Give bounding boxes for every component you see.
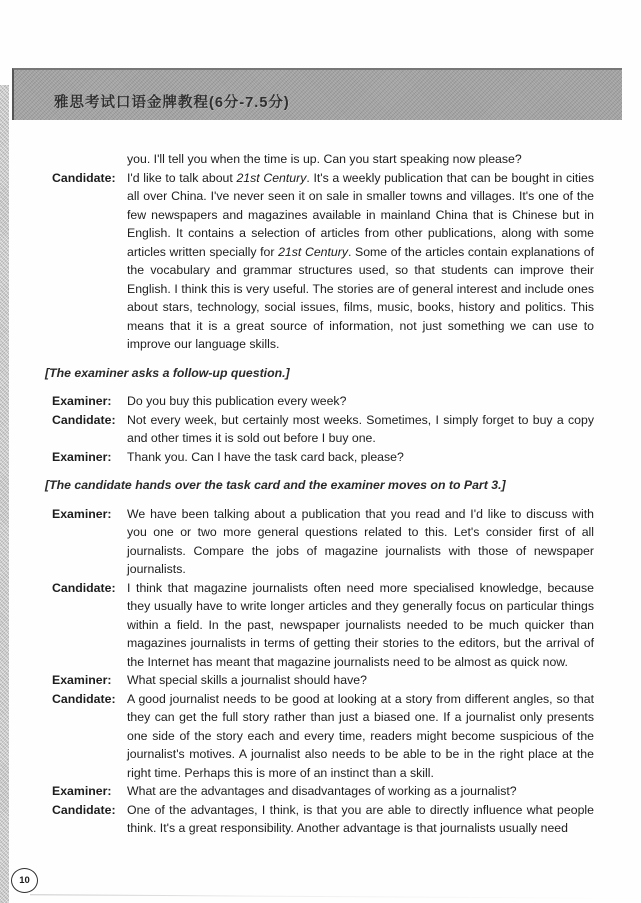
dialogue-turn <box>52 448 594 467</box>
dialogue-turn <box>52 392 594 411</box>
dialogue-text: I think that magazine journalists often need more specialised knowledge, because they usually have to write longer articles and they generally focus on particular things within a field. In the past, newspaper journalists needed to be much quicker than magazines journalists in terms of getting their stories to the editors, but the arrival of the Internet has meant that magazine journalists need to be almost as quick now. <box>127 580 594 669</box>
speaker-label: Examiner: <box>52 506 112 521</box>
dialogue-text: One of the advantages, I think, is that you are able to directly influence what people think. It's a great responsibility. Another advantage is that journalists usually need <box>127 802 594 835</box>
page-number-badge <box>11 868 38 893</box>
stage-direction <box>45 364 594 383</box>
stage-direction <box>45 476 594 495</box>
speaker-label: Examiner: <box>52 784 112 798</box>
speaker-label: Candidate: <box>52 170 116 185</box>
scan-artifact-line <box>30 894 620 899</box>
speaker-label: Examiner: <box>52 449 112 464</box>
dialogue-turn <box>52 169 594 354</box>
dialogue-turn <box>52 690 594 783</box>
dialogue-text: [The examiner asks a follow-up question.] <box>45 365 290 380</box>
page-number: 10 <box>19 875 30 886</box>
dialogue-text: you. I'll tell you when the time is up. Can you start speaking now please? <box>127 152 522 166</box>
speaker-label: Candidate: <box>52 802 116 817</box>
dialogue-text: What are the advantages and disadvantages of working as a journalist? <box>127 784 517 798</box>
dialogue-transcript <box>45 150 595 838</box>
dialogue-text: Thank you. Can I have the task card back, please? <box>127 449 404 464</box>
dialogue-text: I'd like to talk about 21st Century. It's a weekly publication that can be bought in cities all over China. I've never seen it on sale in smaller towns and villages. It's one of the few newspapers and magazines available in mainland China that is Chinese but in English. It contains a selection of articles from other publications, along with some articles written specially for 21st Century. Some of the articles contain explanations of the vocabulary and grammar structures used, so that students can improve their English. I think this is very useful. The stories are of general interest and include ones about stars, technology, social issues, films, music, books, history and politics. This means that it is a great source of information, not just something we can use to improve our language skills. <box>127 170 595 351</box>
dialogue-text: A good journalist needs to be good at looking at a story from different angles, so that they can get the full story rather than just a biased one. If a journalist only presents one side of the story each and every time, readers might become suspicious of the journalist's motives. A journalist also needs to be able to be in the right place at the right time. Perhaps this is more of an instinct than a skill. <box>127 691 594 780</box>
dialogue-text: [The candidate hands over the task card and the examiner moves on to Part 3.] <box>45 478 506 492</box>
dialogue-text: Not every week, but certainly most weeks. Sometimes, I simply forget to buy a copy and other times it is sold out before I buy one. <box>127 412 594 445</box>
dialogue-turn <box>52 505 594 579</box>
speaker-label: Examiner: <box>52 394 112 408</box>
dialogue-continuation <box>52 150 594 169</box>
speaker-label: Candidate: <box>52 580 116 595</box>
speaker-label: Examiner: <box>52 673 112 687</box>
dialogue-turn <box>52 782 594 801</box>
dialogue-turn <box>52 579 594 672</box>
dialogue-text: We have been talking about a publication that you read and I'd like to discuss with you one or two more general questions related to this. Let's consider first of all journalists. Compare the jobs of magazine journalists with those of newspaper journalists. <box>127 506 594 576</box>
speaker-label: Candidate: <box>52 412 116 427</box>
dialogue-turn <box>52 671 594 690</box>
speaker-label: Candidate: <box>52 691 116 706</box>
chapter-title: 雅思考试口语金牌教程(6分-7.5分) <box>54 95 290 111</box>
dialogue-turn <box>52 411 594 448</box>
book-edge-strip <box>0 85 9 903</box>
dialogue-text: Do you buy this publication every week? <box>127 394 347 408</box>
chapter-header-band <box>12 68 622 120</box>
speaker-label <box>52 150 127 169</box>
dialogue-text: What special skills a journalist should have? <box>127 673 367 687</box>
dialogue-turn <box>52 801 594 838</box>
